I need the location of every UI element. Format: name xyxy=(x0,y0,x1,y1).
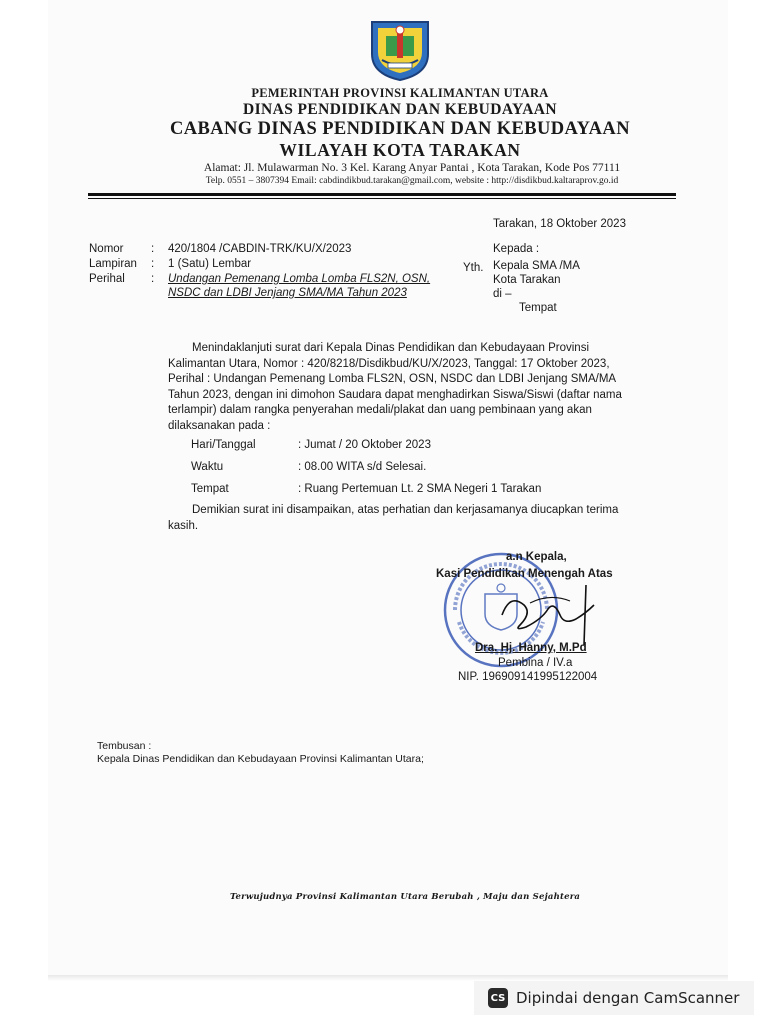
lampiran-colon: : xyxy=(151,258,155,270)
header-cabang: CABANG DINAS PENDIDIKAN DAN KEBUDAYAAN xyxy=(170,119,630,139)
header-contact: Telp. 0551 – 3807394 Email: cabdindikbud.tarakan@gmail.com, website : http://disdikbud.kaltaraprov.go.id xyxy=(205,176,619,186)
camscanner-text: Dipindai dengan CamScanner xyxy=(516,989,740,1007)
recipient-yth: Yth. xyxy=(463,262,484,274)
header-rule-thin xyxy=(88,198,676,199)
signature-position: Kasi Pendidikan Menengah Atas xyxy=(436,568,613,580)
recipient-line-2: Kota Tarakan xyxy=(493,274,561,286)
recipient-kepada: Kepada : xyxy=(493,243,540,255)
lampiran-label: Lampiran xyxy=(89,258,137,270)
recipient-line-1: Kepala SMA /MA xyxy=(493,260,580,272)
body-paragraph xyxy=(168,341,668,434)
schedule-label-time: Waktu xyxy=(191,461,224,473)
perihal-label: Perihal xyxy=(89,273,125,285)
schedule-value-place: : Ruang Pertemuan Lt. 2 SMA Negeri 1 Tarakan xyxy=(298,483,542,495)
schedule-label-day: Hari/Tanggal xyxy=(191,439,256,451)
body-line: terlampir) dalam rangka penyerahan medali/plakat dan uang pembinaan yang akan xyxy=(168,404,592,416)
signature-an: a.n Kepala, xyxy=(506,551,567,563)
letter-date: Tarakan, 18 Oktober 2023 xyxy=(493,218,626,230)
body-line: Perihal : Undangan Pemenang Lomba FLS2N, OSN, NSDC dan LDBI Jenjang SMA/MA xyxy=(168,373,617,385)
tembusan-item: Kepala Dinas Pendidikan dan Kebudayaan Provinsi Kalimantan Utara; xyxy=(97,753,424,765)
recipient-line-3: di – xyxy=(493,288,512,300)
nomor-colon: : xyxy=(151,243,155,255)
header-government: PEMERINTAH PROVINSI KALIMANTAN UTARA xyxy=(251,86,549,100)
provincial-emblem-icon xyxy=(366,16,434,82)
body-line: dilaksanakan pada : xyxy=(168,419,271,432)
closing-paragraph xyxy=(168,503,668,534)
perihal-colon: : xyxy=(151,273,155,285)
header-dinas: DINAS PENDIDIKAN DAN KEBUDAYAAN xyxy=(243,101,557,118)
schedule-value-day: : Jumat / 20 Oktober 2023 xyxy=(298,439,431,451)
camscanner-watermark xyxy=(474,981,754,1015)
schedule-label-place: Tempat xyxy=(191,483,229,495)
closing-line: kasih. xyxy=(168,519,199,532)
body-line: Menindaklanjuti surat dari Kepala Dinas Pendidikan dan Kebudayaan Provinsi xyxy=(192,342,590,354)
camscanner-icon: CS xyxy=(488,988,508,1008)
perihal-value-2: NSDC dan LDBI Jenjang SMA/MA Tahun 2023 xyxy=(168,287,407,299)
signature-name: Dra. Hj. Hanny, M.Pd xyxy=(475,642,587,654)
closing-line: Demikian surat ini disampaikan, atas perhatian dan kerjasamanya diucapkan terima xyxy=(192,504,619,516)
lampiran-value: 1 (Satu) Lembar xyxy=(168,258,252,270)
header-address: Alamat: Jl. Mulawarman No. 3 Kel. Karang Anyar Pantai , Kota Tarakan, Kode Pos 77111 xyxy=(203,162,621,174)
header-wilayah: WILAYAH KOTA TARAKAN xyxy=(279,140,521,160)
tembusan-label: Tembusan : xyxy=(97,740,152,752)
schedule-value-time: : 08.00 WITA s/d Selesai. xyxy=(298,461,427,473)
recipient-line-4: Tempat xyxy=(519,302,557,314)
header-rule-thick xyxy=(88,193,676,196)
nomor-value: 420/1804 /CABDIN-TRK/KU/X/2023 xyxy=(168,243,352,255)
footer-motto: Terwujudnya Provinsi Kalimantan Utara Berubah , Maju dan Sejahtera xyxy=(230,892,581,902)
signature-nip: NIP. 196909141995122004 xyxy=(458,671,598,683)
signature-rank: Pembina / IV.a xyxy=(498,657,573,669)
nomor-label: Nomor xyxy=(89,243,124,255)
perihal-value-1: Undangan Pemenang Lomba Lomba FLS2N, OSN, xyxy=(168,273,431,285)
body-line: Tahun 2023, dengan ini dimohon Saudara dapat menghadirkan Siswa/Siswi (daftar nama xyxy=(168,388,622,401)
body-line: Kalimantan Utara, Nomor : 420/8218/Disdikbud/KU/X/2023, Tanggal: 17 Oktober 2023, xyxy=(168,357,610,370)
